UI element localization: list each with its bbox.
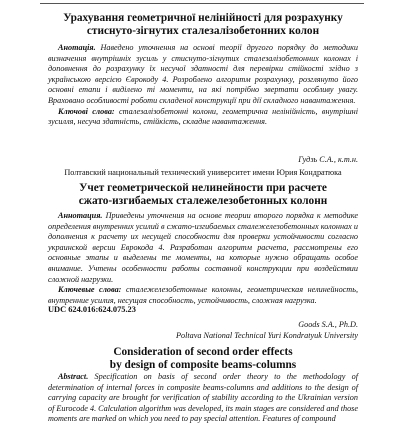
ru-abstract-text: Приведены уточнения на основе теории второго порядка к методике определения внутренних усилий в сжато-изгибаемых сталежелезобетонных колоннах и дополнения к расчету их несущей способности для проверки устойчивости согласно украинской версии Еврокода 4. Разработан алгоритм расчета, рассмотрены его основные этапы и выделены те моменты, на которые нужно обращать особое внимание. Учтены особенности работы составной конструкции при воздействии сложной нагрузки. bbox=[48, 211, 359, 284]
ua-abstract bbox=[48, 43, 358, 128]
ru-author: Гудзь С.А., к.т.н. bbox=[298, 155, 358, 164]
ua-title-line-1: Урахування геометричної нелінійності для розрахунку bbox=[63, 12, 343, 24]
ua-keywords-text: сталезалізобетонні колони, геометрична нелінійність, внутрішні зусилля, несуча здатність, стійкість, складне навантаження. bbox=[48, 106, 358, 127]
ru-abstract-label: Аннотация. bbox=[58, 211, 103, 220]
en-abstract-paragraph bbox=[48, 372, 358, 425]
en-title-line-2: by design of composite beams-columns bbox=[109, 358, 297, 371]
header-rule bbox=[40, 3, 364, 4]
en-abstract-text: Specification on basis of second order theory to the methodology of determination of internal forces in composite beams-columns and additions to the design of carrying capacity are brought for verification of stability according to the Ukrainian version of Eurocode 4. Calculation algorithm was developed, its main stages are considered and those moments are marked on which you need to pay special attention. Features of compound bbox=[48, 372, 358, 424]
ua-abstract-label: Анотація. bbox=[58, 43, 96, 52]
ua-keywords-label: Ключові слова: bbox=[58, 106, 115, 116]
en-author-block bbox=[48, 320, 358, 341]
ru-abstract-paragraph bbox=[48, 211, 358, 285]
ru-keywords-text: сталежелезобетонные колонны, геометрическая нелинейность, внутренние усилия, несущая способность, устойчивость, сложная нагрузка. bbox=[48, 285, 358, 305]
ru-affiliation: Полтавский национальный технический университет имени Юрия Кондратюка bbox=[64, 167, 342, 177]
ua-title bbox=[48, 12, 358, 37]
en-title-line-1: Consideration of second order effects bbox=[113, 346, 293, 358]
ru-abstract bbox=[48, 211, 358, 306]
ua-keywords bbox=[48, 107, 358, 128]
ru-title-line-1: Учет геометрической нелинейности при расчете bbox=[79, 182, 327, 194]
ua-abstract-text: Наведено уточнення на основі теорії другого порядку до методики визначення внутрішніх зусиль у стиснуто-зігнутих сталезалізобетонних колонах і доповнення до розрахунку їх несучої здатності для перевірки стійкості згідно з українською версією Єврокоду 4. Розроблено алгоритм розрахунку, розглянуто його основні етапи і виділено ті моменти, на які потрібно звертати особливу увагу. Враховано особливості роботи складеної конструкції при дії складного навантаження. bbox=[48, 43, 359, 105]
ua-title-line-2: стиснуто-зігнутих сталезалізобетонних колон bbox=[86, 24, 320, 37]
ru-title-line-2: сжато-изгибаемых сталежелезобетонных колонн bbox=[78, 194, 328, 207]
en-affiliation: Poltava National Technical Yuri Kondratyuk University bbox=[175, 330, 358, 340]
en-abstract-label: Abstract. bbox=[58, 372, 89, 381]
udc-block bbox=[48, 305, 358, 316]
ru-author-block bbox=[48, 155, 358, 178]
en-abstract bbox=[48, 372, 358, 424]
en-title bbox=[48, 346, 358, 371]
udc-code: UDC 624.016:624.075.23 bbox=[48, 305, 136, 314]
ru-title bbox=[48, 182, 358, 207]
en-author: Goods S.A., Ph.D. bbox=[298, 320, 358, 329]
ru-keywords bbox=[48, 285, 358, 306]
ua-abstract-paragraph bbox=[48, 43, 358, 107]
ru-keywords-label: Ключевые слова: bbox=[58, 285, 122, 295]
